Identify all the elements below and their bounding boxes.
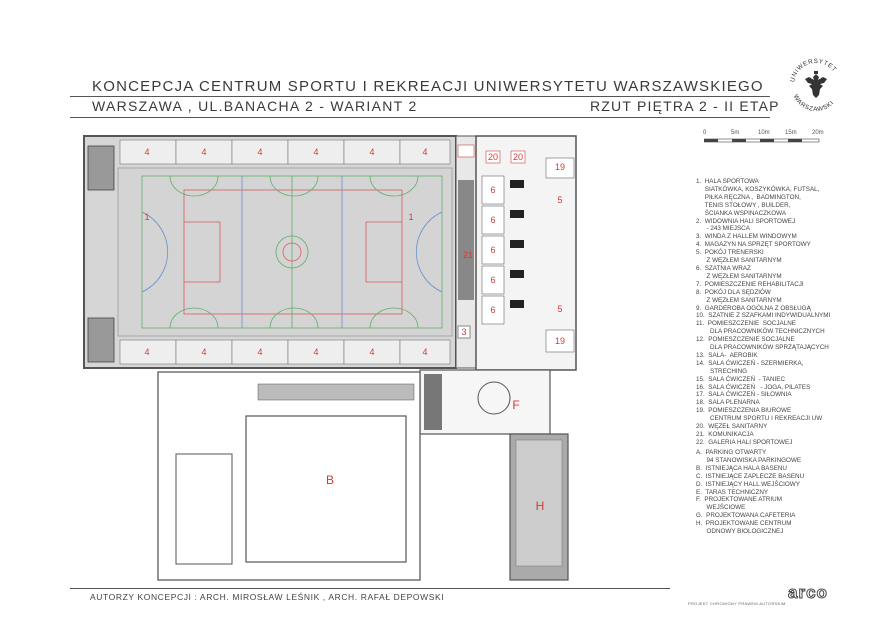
legend-item: 22. GALERIA HALI SPORTOWEJ: [696, 438, 793, 446]
legend-item: A. PARKING OTWARTY: [696, 449, 767, 456]
legend-item: C. ISTNIEJĄCE ZAPLECZE BASENU: [696, 472, 805, 480]
legend-item: 1. HALA SPORTOWA: [696, 178, 759, 185]
legend-item: DLA PRACOWNIKÓW SPRZĄTAJĄCYCH: [696, 344, 829, 352]
room-label-storage: 4: [369, 347, 375, 357]
legend-item: 17. SALA ĆWICZEŃ - SIŁOWNIA: [696, 391, 792, 399]
room-label-storage: 4: [144, 347, 150, 357]
footer-rule: [70, 588, 670, 589]
legend-item: B. ISTNIEJĄCA HALA BASENU: [696, 464, 787, 472]
room-label-storage: 4: [257, 147, 263, 157]
legend-item: TENIS STOŁOWY , BUILDER,: [696, 201, 791, 209]
copyright-note: PROJEKT CHRONIONY PRAWEM AUTORSKIM: [688, 601, 786, 606]
seal-text-top: UNIWERSYTET: [789, 57, 838, 83]
page-title: KONCEPCJA CENTRUM SPORTU I REKREACJI UNIWERSYTETU WARSZAWSKIEGO: [92, 78, 764, 95]
legend-item: WEJŚCIOWE: [696, 504, 746, 512]
scale-label: 15m: [785, 130, 797, 136]
legend-item: STRECHING: [696, 367, 748, 375]
room-label-storage: 4: [313, 347, 319, 357]
room-label-locker: 6: [490, 245, 496, 255]
pool-hall: [158, 372, 420, 580]
room-label-hall: 1: [144, 212, 150, 222]
legend-item: 6. SZATNIA WRAZ: [696, 264, 751, 272]
room-label-atrium: F: [512, 398, 520, 412]
legend-item: 7. POMIESZCZENIE REHABILITACJI: [696, 280, 804, 288]
scale-label: 5m: [731, 130, 740, 136]
room-label-storage: 4: [201, 147, 207, 157]
legend-item: F. PROJEKTOWANE ATRIUM: [696, 496, 782, 504]
room-label-storage: 4: [144, 147, 150, 157]
arco-logo: [786, 578, 842, 611]
room-label-spa: H: [535, 499, 545, 513]
legend-item: 10. SZATNIE Z SZAFKAMI INDYWIDUALNYMI: [696, 312, 831, 320]
scale-label: 20m: [812, 130, 824, 136]
legend-item: E. TARAS TECHNICZNY: [696, 488, 769, 496]
room-label-wc: 20: [487, 152, 499, 162]
sports-hall-block: [84, 136, 456, 368]
room-label-locker: 6: [490, 305, 496, 315]
legend-item: ODNOWY BIOLOGICZNEJ: [696, 528, 784, 536]
legend-item: Z WĘZŁEM SANITARNYM: [696, 296, 782, 304]
room-label-office: 19: [554, 336, 566, 346]
legend-item: Z WĘZŁEM SANITARNYM: [696, 257, 782, 265]
legend-item: 4. MAGAZYN NA SPRZĘT SPORTOWY: [696, 241, 811, 249]
legend-item: 5. POKÓJ TRENERSKI: [696, 249, 764, 257]
room-label-storage: 4: [201, 347, 207, 357]
legend-item: 20. WĘZEŁ SANITARNY: [696, 423, 768, 431]
room-label-pool: B: [325, 473, 335, 487]
legend-item: H. PROJEKTOWANE CENTRUM: [696, 520, 792, 528]
seal-text-bottom: WARSZAWSKI: [791, 93, 836, 114]
legend-item: 94 STANOWISKA PARKINGOWE: [696, 456, 802, 464]
room-label-locker: 6: [490, 275, 496, 285]
room-label-stairs: 21: [462, 250, 474, 260]
room-label-storage: 4: [422, 147, 428, 157]
legend-item: ŚCIANKA WSPINACZKOWA: [696, 209, 787, 217]
svg-text:arco: arco: [788, 583, 828, 602]
room-label-storage: 4: [369, 147, 375, 157]
legend-item: 8. POKÓJ DLA SĘDZIÓW: [696, 288, 771, 296]
legend-item: 2. WIDOWNIA HALI SPORTOWEJ: [696, 217, 796, 225]
legend-lettered: [696, 449, 871, 536]
legend-item: 16. SALA ĆWICZEŃ - JOGA, PILATES: [696, 383, 811, 391]
legend-item: 18. SALA PLENARNA: [696, 399, 760, 407]
room-label-trainer: 5: [557, 304, 563, 314]
legend-item: 15. SALA ĆWICZEŃ - TANIEC: [696, 375, 785, 383]
legend-item: - 243 MIEJSCA: [696, 225, 750, 233]
legend-item: 12. POMIESZCZENIE SOCJALNE: [696, 336, 795, 344]
legend-item: 11. POMIESZCZENIE SOCJALNE: [696, 320, 796, 328]
room-label-hall: 1: [408, 212, 414, 222]
room-label-storage: 4: [422, 347, 428, 357]
legend-numbered: [696, 178, 871, 447]
legend-item: 9. GARDEROBA OGÓLNA Z OBSŁUGĄ: [696, 304, 811, 312]
room-label-locker: 6: [490, 185, 496, 195]
room-label-wc: 20: [512, 152, 524, 162]
legend-item: 13. SALA- AEROBIK: [696, 351, 758, 359]
legend-item: CENTRUM SPORTU I REKREACJI UW: [696, 415, 823, 423]
legend-item: 3. WINDA Z HALLEM WINDOWYM: [696, 233, 797, 241]
legend-item: 19. POMIESZCZENIA BIUROWE: [696, 407, 792, 415]
room-label-trainer: 5: [557, 195, 563, 205]
legend-item: DLA PRACOWNIKÓW TECHNICZNYCH: [696, 328, 825, 336]
legend-item: Z WĘZŁEM SANITARNYM: [696, 272, 782, 280]
atrium-block: [420, 370, 550, 434]
room-label-office: 19: [554, 162, 566, 172]
room-label-locker: 6: [490, 215, 496, 225]
room-label-lift: 3: [461, 327, 467, 337]
scale-label: 10m: [758, 130, 770, 136]
page-subtitle: WARSZAWA , UL.BANACHA 2 - WARIANT 2: [92, 98, 418, 114]
legend-item: 21. KOMUNIKACJA: [696, 431, 754, 438]
legend-item: SIATKÓWKA, KOSZYKÓWKA, FUTSAL,: [696, 185, 820, 193]
authors-line: AUTORZY KONCEPCJI : ARCH. MIROSŁAW LEŚNIK , ARCH. RAFAŁ DEPOWSKI: [90, 592, 445, 602]
legend-item: D. ISTNIEJĄCY HALL WEJŚCIOWY: [696, 480, 800, 488]
legend-item: PIŁKA RĘCZNA , BADMINGTON,: [696, 193, 801, 201]
room-label-storage: 4: [257, 347, 263, 357]
room-label-storage: 4: [313, 147, 319, 157]
scale-label: 0: [703, 130, 707, 136]
legend-item: 14. SALA ĆWICZEŃ - SZERMIERKA,: [696, 359, 804, 367]
plan-label: RZUT PIĘTRA 2 - II ETAP: [590, 98, 780, 114]
legend-item: G. PROJEKTOWANA CAFETERIA: [696, 512, 796, 520]
